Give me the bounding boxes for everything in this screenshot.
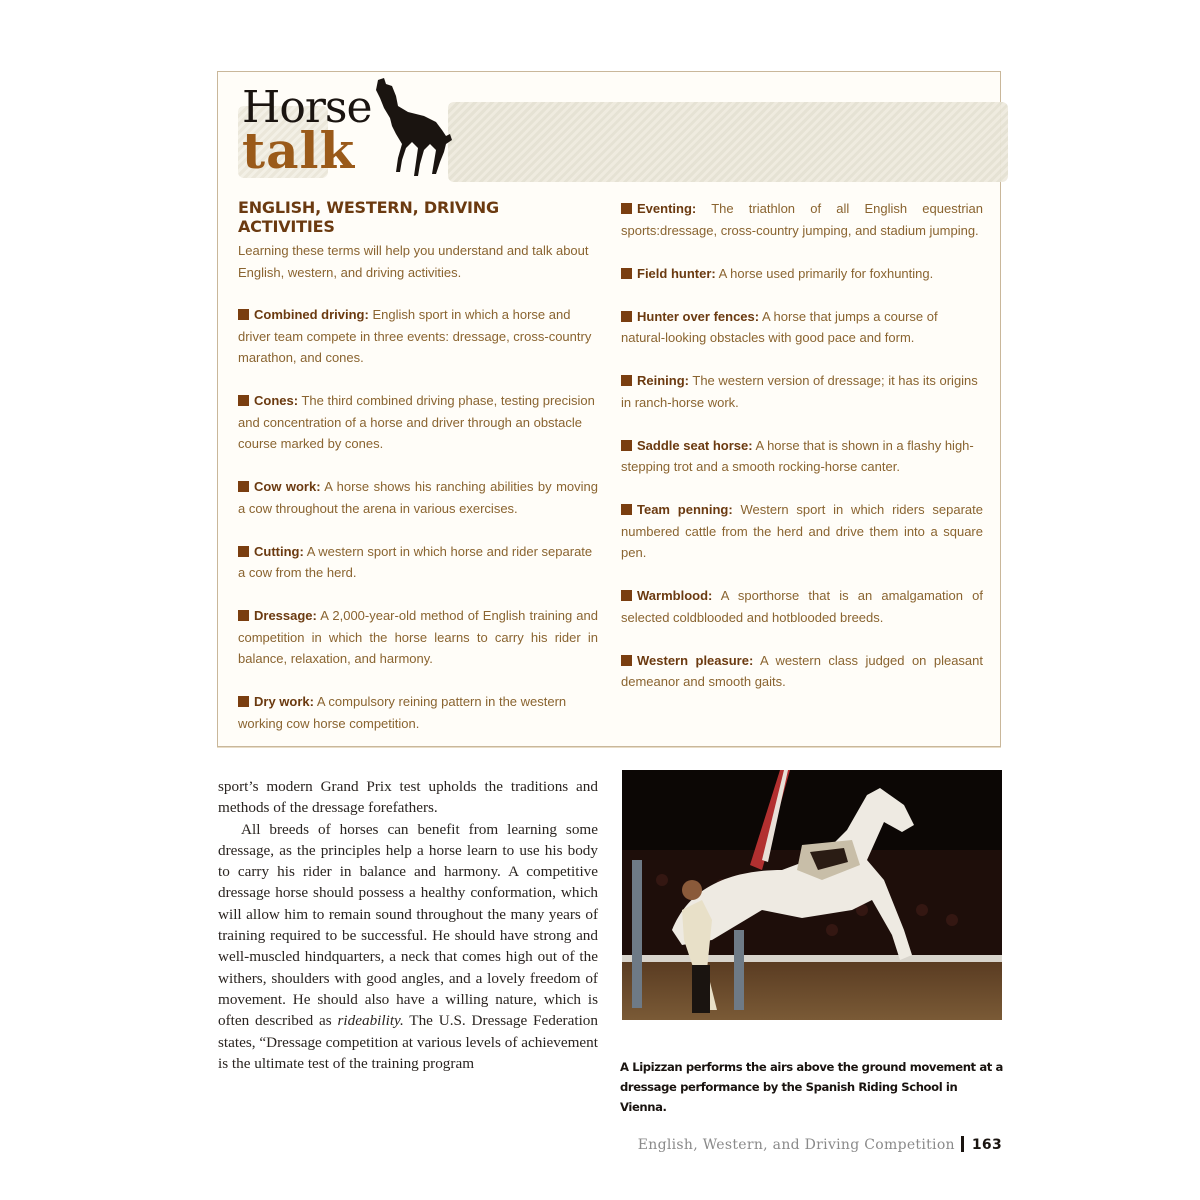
definition: The third combined driving phase, testing precision and concentration of a horse and driver through an obstacle course marked by cones. (238, 393, 595, 451)
square-bullet-icon (621, 268, 632, 279)
term: Cones: (254, 393, 299, 408)
body-text: All breeds of horses can benefit from learning some dressage, as the principles help a horse learn to use his body to carry his rider in balance and harmony. A competitive dressage horse should possess a healthy conformation, which will allow him to remain sound throughout the many years of training required to be successful. He should have strong and well-muscled hindquarters, a neck that comes high out of the withers, shoulders with good angles, and a lovely freedom of movement. He should also have a willing nature, which is often described as (218, 820, 598, 1030)
definition: A compulsory reining pattern in the western working cow horse competition. (238, 694, 567, 731)
square-bullet-icon (621, 311, 632, 322)
glossary-entry (621, 198, 983, 241)
definition: Western sport in which riders separate numbered cattle from the herd and drive them into a square pen. (621, 502, 983, 560)
page-number: 163 (971, 1137, 1002, 1153)
term: Dressage: (254, 608, 317, 623)
term: Hunter over fences: (637, 308, 760, 324)
definition: A sporthorse that is an amalgamation of selected coldblooded and hotblooded breeds. (621, 588, 983, 625)
glossary-entry (238, 476, 598, 519)
term: Reining: (637, 373, 689, 388)
glossary-entry (621, 499, 983, 564)
definition: The triathlon of all English equestrian sports:dressage, cross-country jumping, and stadium jumping. (621, 201, 983, 238)
term: Combined driving: (254, 307, 369, 322)
term: Saddle seat horse: (637, 437, 753, 453)
footer-separator (961, 1136, 964, 1152)
sidebar-title (238, 82, 998, 182)
definition: The western version of dressage; it has its origins in ranch-horse work. (621, 373, 978, 410)
square-bullet-icon (621, 590, 632, 601)
definition: A western sport in which horse and rider separate a cow from the herd. (238, 543, 593, 580)
term: Cow work: (254, 479, 321, 494)
chapter-title: English, Western, and Driving Competition (637, 1137, 955, 1153)
scribble-banner (448, 102, 1008, 182)
glossary-entry (238, 691, 598, 734)
definition: English sport in which a horse and driver team compete in three events: dressage, cross-country marathon, and cones. (238, 307, 592, 365)
glossary-entry (238, 390, 598, 455)
definition: A horse used primarily for foxhunting. (715, 265, 934, 281)
glossary-entry (621, 263, 983, 285)
term: Western pleasure: (637, 652, 754, 668)
square-bullet-icon (238, 610, 249, 621)
running-footer (638, 1136, 1002, 1153)
term: Dry work: (254, 694, 314, 709)
square-bullet-icon (238, 696, 249, 707)
square-bullet-icon (238, 481, 249, 492)
term: Eventing: (637, 201, 697, 216)
glossary-entry (621, 370, 983, 413)
body-paragraph (218, 819, 598, 1075)
body-paragraph: sport’s modern Grand Prix test upholds the traditions and methods of the dressage forefathers. (218, 778, 598, 817)
definition: A horse shows his ranching abilities by moving a cow throughout the arena in various exercises. (238, 479, 598, 516)
definition: A 2,000-year-old method of English training and competition in which the horse learns to carry his rider in balance, relaxation, and harmony. (238, 608, 598, 666)
horse-talk-sidebar (217, 71, 1001, 747)
lipizzan-photo (622, 770, 1002, 1020)
title-talk-word: talk (242, 121, 356, 180)
glossary-entry (238, 605, 598, 670)
glossary-entry (621, 650, 983, 693)
square-bullet-icon (238, 395, 249, 406)
section-heading: ENGLISH, WESTERN, DRIVING ACTIVITIES (238, 198, 499, 236)
body-text-column (218, 776, 598, 1074)
term: Warmblood: (637, 588, 713, 603)
square-bullet-icon (621, 203, 632, 214)
definition: A horse that jumps a course of natural-looking obstacles with good pace and form. (621, 308, 938, 345)
glossary-entry (238, 304, 598, 369)
glossary-entry (621, 306, 983, 349)
square-bullet-icon (621, 375, 632, 386)
glossary-entry (621, 585, 983, 628)
square-bullet-icon (238, 546, 249, 557)
definition: A western class judged on pleasant demeanor and smooth gaits. (621, 652, 984, 689)
intro-text: Learning these terms will help you understand and talk about English, western, and driving activities. (238, 243, 589, 280)
square-bullet-icon (621, 504, 632, 515)
square-bullet-icon (238, 309, 249, 320)
body-text: The U.S. Dressage Federation states, “Dressage competition at various levels of achievement is the ultimate test of the training program (218, 1012, 598, 1072)
sidebar-right-column (621, 198, 983, 714)
photo-caption: A Lipizzan performs the airs above the ground movement at a dressage performance by the Spanish Riding School in Vienna. (620, 1060, 1003, 1114)
term: Field hunter: (637, 265, 716, 281)
galloping-horse-icon (374, 78, 454, 178)
square-bullet-icon (621, 440, 632, 451)
lipizzan-horse-image (622, 770, 1002, 1020)
glossary-entry (238, 541, 598, 584)
term: Team penning: (637, 502, 733, 517)
sidebar-left-column (238, 198, 598, 756)
definition: A horse that is shown in a flashy high-stepping trot and a smooth rocking-horse canter. (621, 437, 974, 474)
term: Cutting: (254, 543, 304, 559)
italic-term: rideability. (337, 1012, 404, 1030)
square-bullet-icon (621, 655, 632, 666)
title-horse-word: Horse (242, 82, 372, 133)
glossary-entry (621, 435, 983, 478)
